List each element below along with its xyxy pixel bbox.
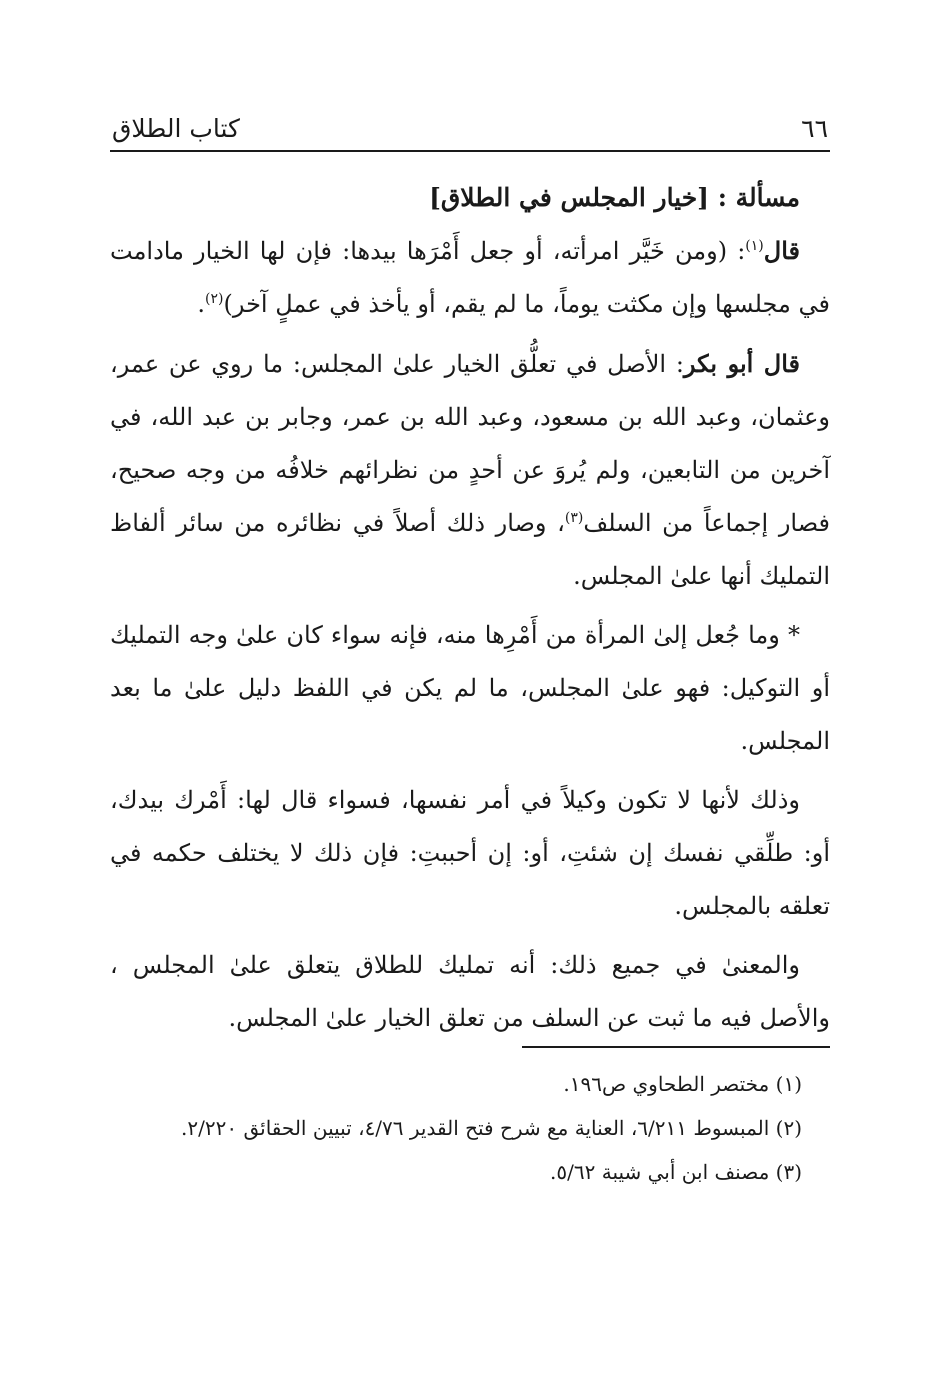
section-title: [خيار المجلس في الطلاق] (429, 183, 710, 212)
paragraph-5: والمعنىٰ في جميع ذلك: أنه تمليك للطلاق يتعلق علىٰ المجلس ، والأصل فيه ما ثبت عن السلف من تعلق الخيار علىٰ المجلس. (110, 951, 830, 1032)
book-page (110, 0, 830, 1381)
paragraph-1-lead: قال (763, 236, 800, 265)
footnote-ref-3: (٣) (564, 510, 584, 526)
paragraph-1-text: : (ومن خَيَّر امرأته، أو جعل أَمْرَها بيدها: فإن لها الخيار مادامت في مجلسها وإن مكثت يوماً، ما لم يقم، أو يأخذ في عملٍ آخر) (110, 237, 830, 318)
paragraph-3: * وما جُعل إلىٰ المرأة من أَمْرِها منه، فإنه سواء كان علىٰ وجه التمليك أو التوكيل: فهو علىٰ المجلس، ما لم يكن في اللفظ دليل علىٰ ما بعد المجلس. (110, 621, 831, 755)
paragraph-2-tail: ، وصار ذلك أصلاً في نظائره من سائر ألفاظ التمليك أنها علىٰ المجلس. (110, 509, 830, 590)
footnote-ref-2: (٢) (205, 291, 224, 307)
paragraph-1-tail: . (197, 290, 205, 318)
paragraph-1 (110, 224, 830, 331)
footnote-ref-1: (١) (745, 238, 764, 254)
footnote-separator (522, 1046, 830, 1048)
main-text (110, 172, 830, 1051)
footnote-1: (١) مختصر الطحاوي ص١٩٦. (563, 1072, 802, 1096)
paragraph-2-text: : الأصل في تعلُّق الخيار علىٰ المجلس: ما روي عن عمر، وعثمان، وعبد الله بن مسعود، وعبد الله بن عمر، وجابر بن عبد الله، في آخرين من التابعين، ولم يُروَ عن أحدٍ من نظرائهم خلافُه من وجه صحيح، فصار إجماعاً من السلف (110, 350, 830, 537)
footnotes (110, 1064, 830, 1196)
footnote-2: (٢) المبسوط ٦/٢١١، العناية مع شرح فتح القدير ٤/٧٦، تبيين الحقائق ٢/٢٢٠. (181, 1116, 802, 1140)
page-number: ٦٦ (801, 114, 828, 143)
book-title: كتاب الطلاق (112, 114, 240, 143)
paragraph-2 (110, 337, 830, 603)
section-label: مسألة (735, 183, 800, 212)
section-heading: مسألة : [خيار المجلس في الطلاق] (429, 183, 800, 212)
page-header (110, 110, 830, 152)
paragraph-4: وذلك لأنها لا تكون وكيلاً في أمر نفسها، فسواء قال لها: أَمْرك بيدك، أو: طلِّقي نفسك إن شئتِ، أو: إن أحببتِ: فإن ذلك لا يختلف حكمه في تعلقه بالمجلس. (110, 786, 830, 920)
paragraph-2-lead: قال أبو بكر (683, 349, 801, 378)
footnote-3: (٣) مصنف ابن أبي شيبة ٥/٦٢. (550, 1160, 802, 1184)
